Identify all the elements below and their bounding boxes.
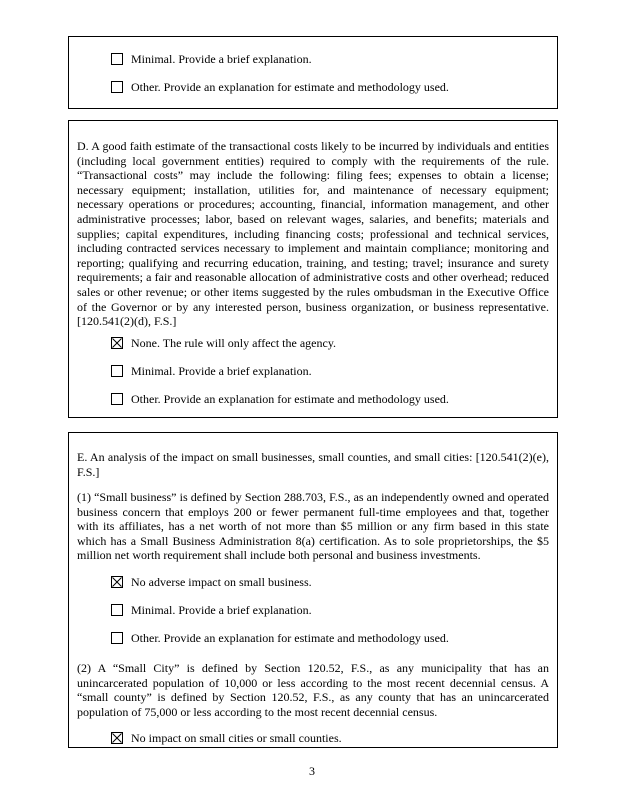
checkbox[interactable]	[111, 576, 123, 588]
checkbox[interactable]	[111, 81, 123, 93]
option-label: No impact on small cities or small counties.	[131, 731, 342, 745]
checkbox[interactable]	[111, 365, 123, 377]
section-d-box	[68, 120, 558, 418]
option-no-impact-small-cities[interactable]	[111, 731, 342, 746]
checkbox[interactable]	[111, 604, 123, 616]
option-label: Other. Provide an explanation for estimate and methodology used.	[131, 392, 449, 406]
option-label: None. The rule will only affect the agency.	[131, 336, 337, 350]
small-business-definition: (1) “Small business” is defined by Section 288.703, F.S., as an independently owned and operated business concern that employs 200 or fewer permanent full-time employees and that, together with its affiliates, has a net worth of not more than $5 million or any firm based in this state which has a Small Business Administration 8(a) certification. As to sole proprietorships, the $5 million net worth requirement shall include both personal and business investments.	[77, 490, 549, 563]
option-other[interactable]	[111, 80, 449, 95]
x-mark-icon	[112, 733, 122, 743]
section-d-text: D. A good faith estimate of the transactional costs likely to be incurred by individuals and entities (including local government entities) required to comply with the requirements of the rule. “Transactional costs” may include the following: filing fees; expenses to obtain a license; necessary equipment; installation, utilities for, and maintenance of necessary equipment; necessary operations or procedures; accounting, financial, information management, and other administrative processes; labor, based on relevant wages, salaries, and benefits; materials and supplies; capital expenditures, including financing costs; professional and technical services, including contracted services necessary to implement and maintain compliance; monitoring and reporting; qualifying and recurring education, training, and testing; travel; insurance and surety requirements; a fair and reasonable allocation of administrative costs and other overhead; reduced sales or other revenue; or other items suggested by the rules ombudsman in the Executive Office of the Governor or by any interested person, business organization, or business representative. [120.541(2)(d), F.S.]	[77, 139, 549, 329]
option-label: Other. Provide an explanation for estimate and methodology used.	[131, 631, 449, 645]
checkbox[interactable]	[111, 337, 123, 349]
checkbox[interactable]	[111, 53, 123, 65]
option-label: Minimal. Provide a brief explanation.	[131, 52, 312, 66]
x-mark-icon	[112, 338, 122, 348]
section-e-box	[68, 432, 558, 748]
option-minimal[interactable]	[111, 364, 312, 379]
option-label: Minimal. Provide a brief explanation.	[131, 364, 312, 378]
continued-section-box	[68, 36, 558, 109]
option-label: No adverse impact on small business.	[131, 575, 312, 589]
option-none[interactable]	[111, 336, 336, 351]
checkbox[interactable]	[111, 732, 123, 744]
checkbox[interactable]	[111, 632, 123, 644]
checkbox[interactable]	[111, 393, 123, 405]
option-minimal[interactable]	[111, 52, 312, 67]
option-other[interactable]	[111, 631, 449, 646]
page-number: 3	[309, 764, 315, 778]
option-label: Minimal. Provide a brief explanation.	[131, 603, 312, 617]
x-mark-icon	[112, 577, 122, 587]
section-e-heading: E. An analysis of the impact on small businesses, small counties, and small cities: [120.541(2)(e), F.S.]	[77, 450, 549, 479]
option-other[interactable]	[111, 392, 449, 407]
option-label: Other. Provide an explanation for estimate and methodology used.	[131, 80, 449, 94]
option-no-adverse-impact[interactable]	[111, 575, 312, 590]
option-minimal[interactable]	[111, 603, 312, 618]
small-city-county-definition: (2) A “Small City” is defined by Section 120.52, F.S., as any municipality that has an unincarcerated population of 10,000 or less according to the most recent decennial census. A “small county” is defined by Section 120.52, F.S., as any county that has an unincarcerated population of 75,000 or less according to the most recent decennial census.	[77, 661, 549, 719]
